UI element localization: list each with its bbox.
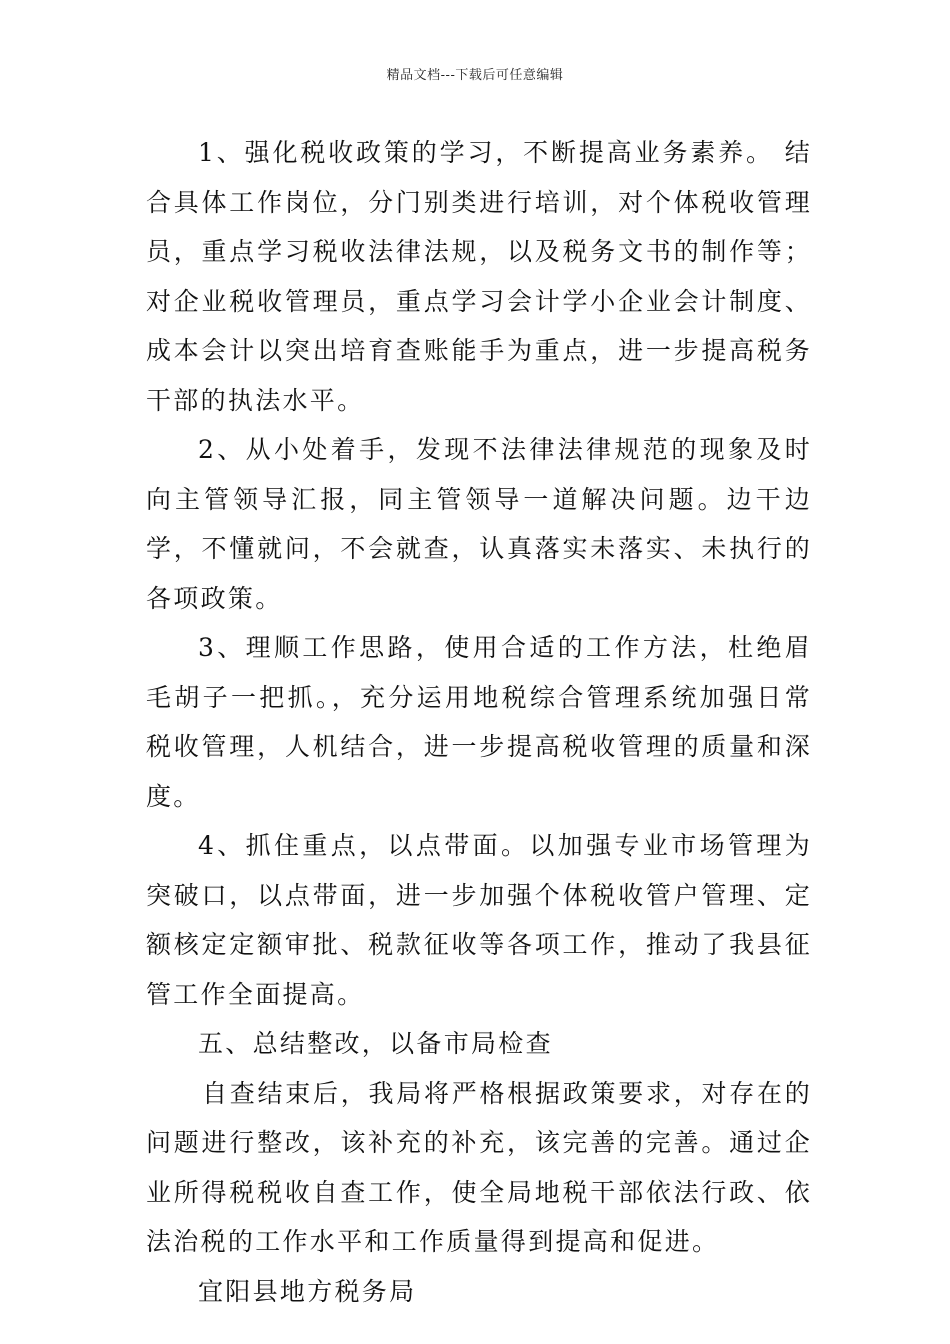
page-header: 精品文档---下载后可任意编辑 xyxy=(386,68,564,83)
paragraph-1: 1、强化税收政策的学习，不断提高业务素养。 结合具体工作岗位，分门别类进行培训，对个体税收管理员，重点学习税收法律法规，以及税务文书的制作等；对企业税收管理员，重点学习会计学小企业会计制度、成本会计以突出培育查账能手为重点，进一步提高税务干部的执法水平。 xyxy=(146,138,812,415)
document-body xyxy=(146,128,812,1316)
paragraph-5: 自查结束后，我局将严格根据政策要求，对存在的问题进行整改，该补充的补充，该完善的完善。通过企业所得税税收自查工作，使全局地税干部依法行政、依法治税的工作水平和工作质量得到提高和促进。 xyxy=(146,1078,812,1256)
paragraph-4: 4、抓住重点，以点带面。以加强专业市场管理为突破口，以点带面，进一步加强个体税收管户管理、定额核定定额审批、税款征收等各项工作，推动了我县征管工作全面提高。 xyxy=(146,831,812,1009)
paragraph-3: 3、理顺工作思路，使用合适的工作方法，杜绝眉毛胡子一把抓。，充分运用地税综合管理系统加强日常税收管理，人机结合，进一步提高税收管理的质量和深度。 xyxy=(146,633,812,811)
signature: 宜阳县地方税务局 xyxy=(198,1276,417,1306)
section-heading: 五、总结整改，以备市局检查 xyxy=(198,1029,553,1058)
paragraph-2: 2、从小处着手，发现不法律法律规范的现象及时向主管领导汇报，同主管领导一道解决问题。边干边学，不懂就问，不会就查，认真落实未落实、未执行的各项政策。 xyxy=(146,435,812,613)
